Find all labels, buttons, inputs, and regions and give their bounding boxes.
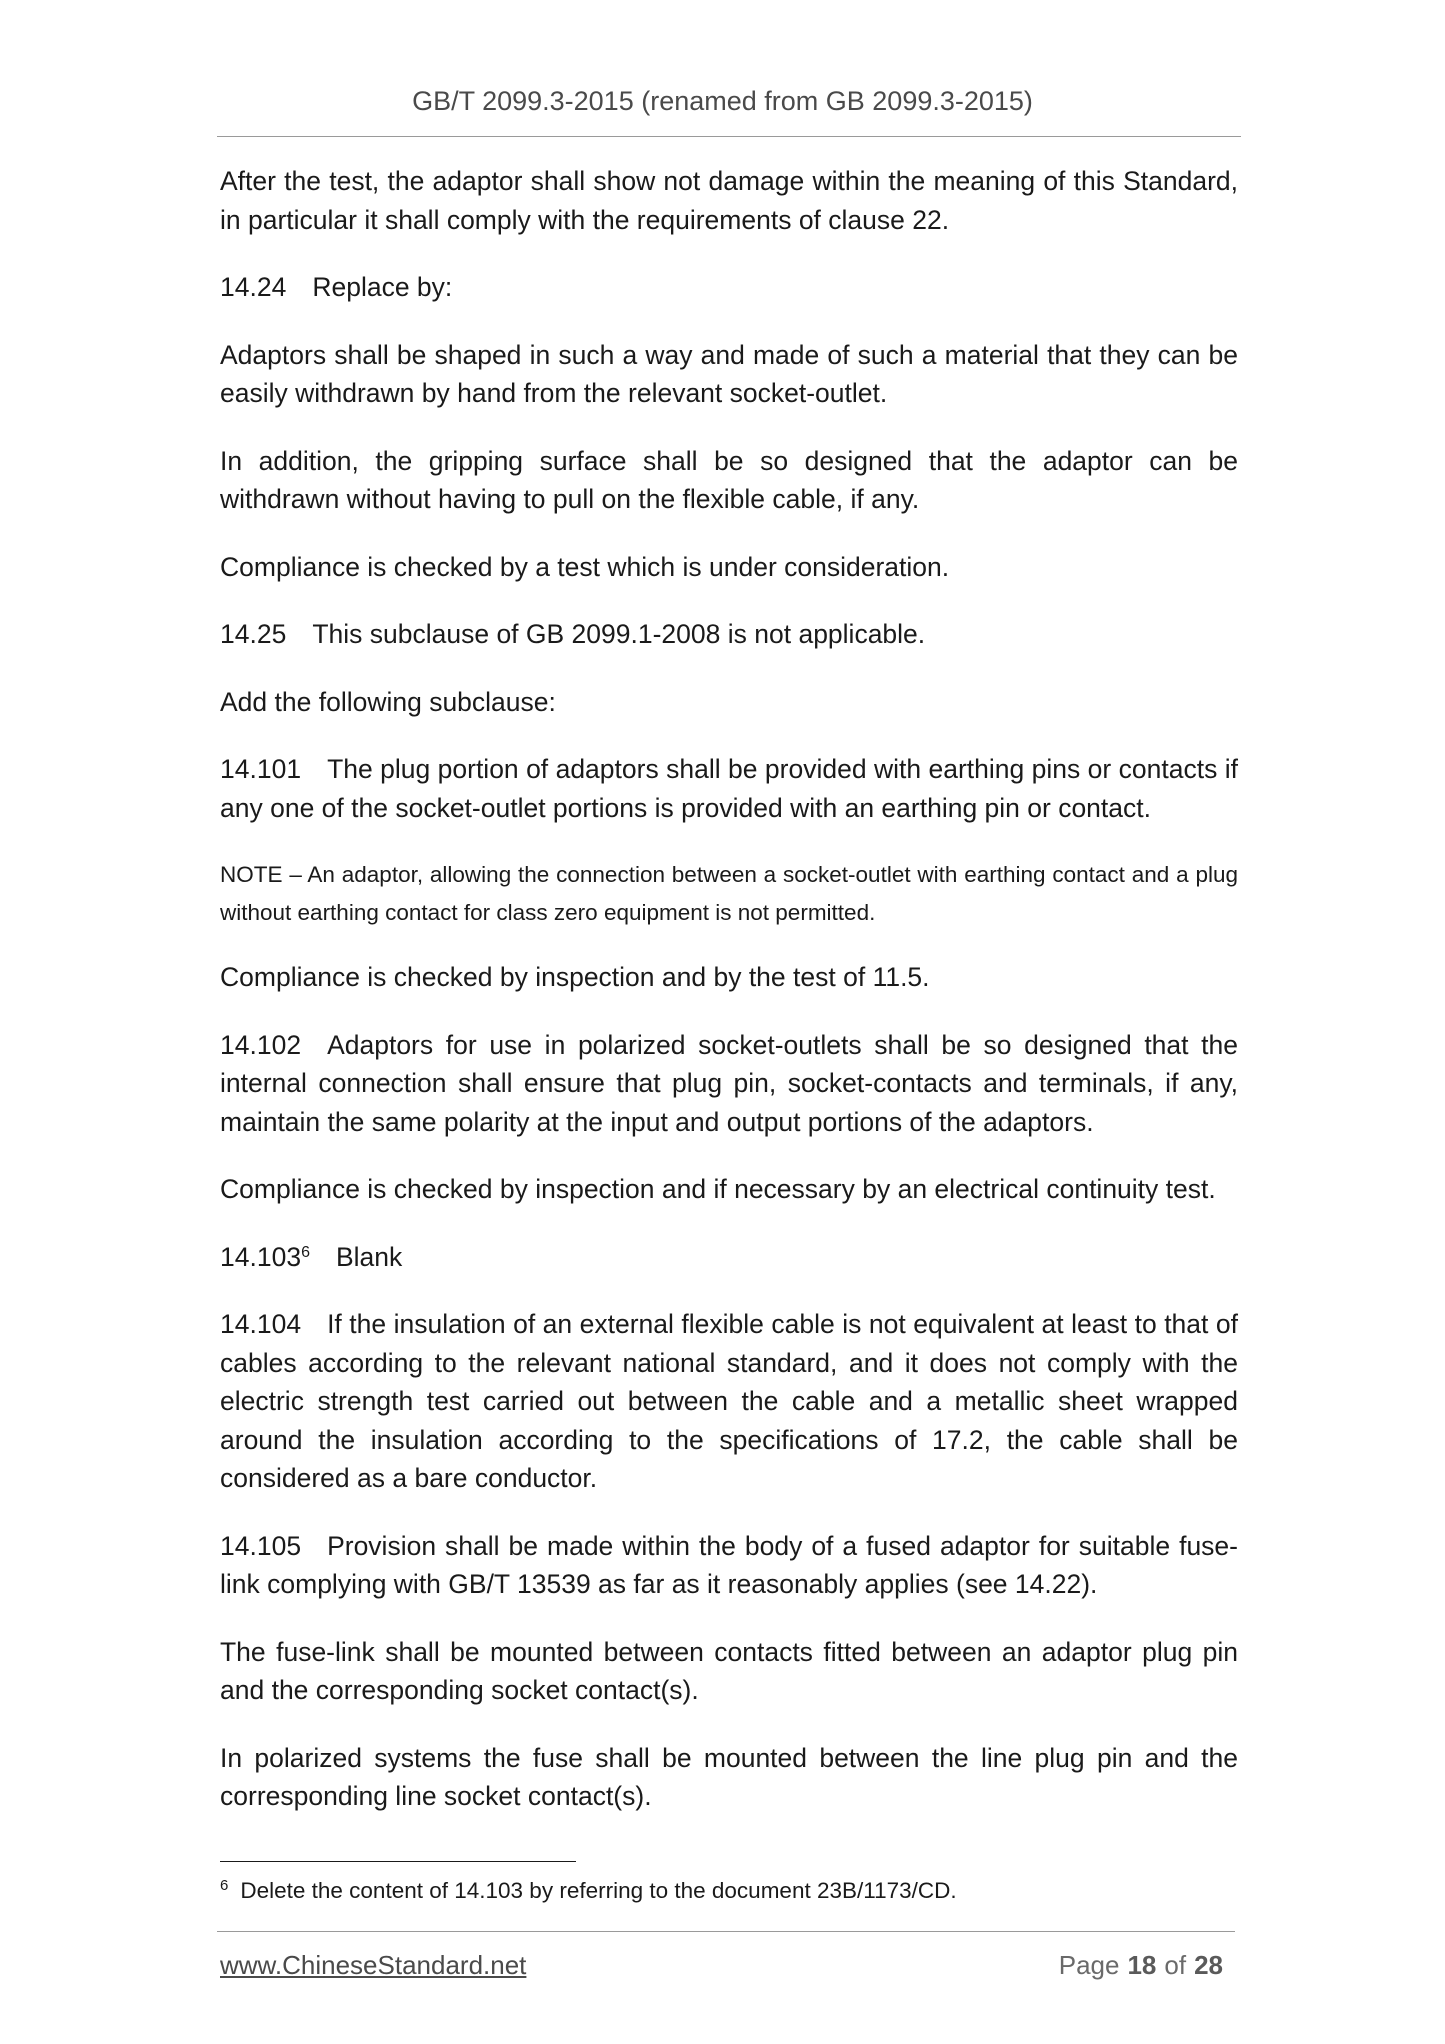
note: NOTE – An adaptor, allowing the connection between a socket-outlet with earthing contact and a plug without earthing contact for class zero equipment is not permitted. [220,862,1238,925]
of-label: of [1164,1950,1187,1980]
clause-number: 14.104 [220,1309,302,1339]
clause-number: 14.24 [220,272,287,302]
footer-divider [217,1931,1235,1932]
clause-14-24 [220,268,1238,307]
clause-text: The plug portion of adaptors shall be provided with earthing pins or contacts if any one of the socket-outlet portions is provided with an earthing pin or contact. [220,754,1238,823]
current-page-number: 18 [1127,1950,1157,1980]
clause-text: This subclause of GB 2099.1-2008 is not applicable. [312,619,926,649]
footnote-text: Delete the content of 14.103 by referring to the document 23B/1173/CD. [240,1878,957,1903]
clause-number: 14.101 [220,754,302,784]
clause-14-104 [220,1305,1238,1498]
clause-text: If the insulation of an external flexible cable is not equivalent at least to that of cables according to the relevant national standard, and it does not comply with the electric strength test carried out between the cable and a metallic sheet wrapped around the insulation according to the specifications of 17.2, the cable shall be considered as a bare conductor. [220,1309,1238,1493]
footnote-reference[interactable]: 6 [301,1243,310,1261]
paragraph: Adaptors shall be shaped in such a way and made of such a material that they can be easily withdrawn by hand from the relevant socket-outlet. [220,339,1238,408]
paragraph: The fuse-link shall be mounted between contacts fitted between an adaptor plug pin and the corresponding socket contact(s). [220,1636,1238,1705]
paragraph: Add the following subclause: [220,686,556,717]
page-label: Page [1058,1950,1120,1980]
paragraph: After the test, the adaptor shall show not damage within the meaning of this Standard, in particular it shall comply with the requirements of clause 22. [220,166,1238,235]
clause-14-102 [220,1026,1238,1142]
clause-number: 14.105 [220,1530,302,1561]
page-header-title: GB/T 2099.3-2015 (renamed from GB 2099.3-2015) [412,86,1033,116]
clause-text: Blank [335,1241,403,1272]
clause-14-25 [220,615,1238,654]
footnote-divider [220,1861,576,1862]
clause-text: Provision shall be made within the body of a fused adaptor for suitable fuse-link complying with GB/T 13539 as far as it reasonably applies (see 14.22). [220,1530,1238,1599]
clause-text: Replace by: [312,272,453,302]
header-divider [217,136,1241,137]
clause-14-101 [220,750,1238,827]
paragraph: Compliance is checked by inspection and by the test of 11.5. [220,962,930,992]
clause-number: 14.25 [220,619,287,649]
clause-text: Adaptors for use in polarized socket-outlets shall be so designed that the internal connection shall ensure that plug pin, socket-contacts and terminals, if any, maintain the same polarity at the input and output portions of the adaptors. [220,1029,1238,1137]
footnote [220,1876,1238,1909]
page-indicator [1059,1950,1231,1981]
footnote-mark: 6 [220,1877,229,1894]
clause-14-105 [220,1527,1238,1604]
paragraph: In addition, the gripping surface shall be so designed that the adaptor can be withdrawn without having to pull on the flexible cable, if any. [220,445,1238,514]
paragraph: Compliance is checked by a test which is under consideration. [220,551,950,582]
total-page-count: 28 [1194,1950,1223,1980]
clause-14-103 [220,1238,1238,1277]
clause-number [220,1238,310,1277]
paragraph: Compliance is checked by inspection and if necessary by an electrical continuity test. [220,1174,1216,1204]
clause-number-text: 14.103 [220,1241,302,1272]
clause-number: 14.102 [220,1029,302,1060]
document-body [220,162,1238,1845]
paragraph: In polarized systems the fuse shall be mounted between the line plug pin and the corresponding line socket contact(s). [220,1742,1238,1811]
website-link[interactable]: www.ChineseStandard.net [220,1950,527,1980]
